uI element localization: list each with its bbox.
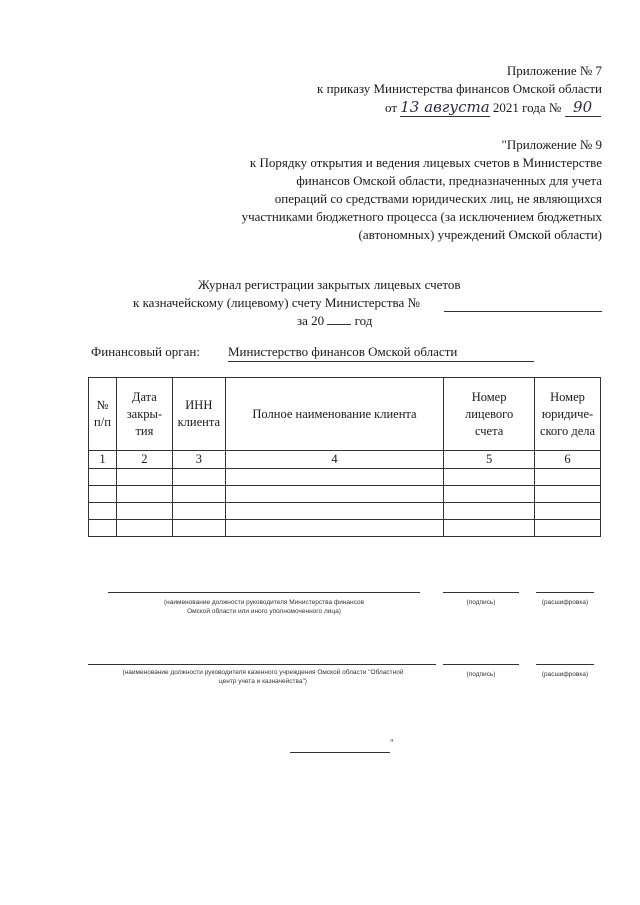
appendix-9-line-5: (автономных) учреждений Омской области)	[358, 227, 602, 242]
signature-2-decoding-caption: (расшифровка)	[541, 671, 589, 678]
year-prefix: за 20	[297, 313, 325, 328]
fin-organ-value: Министерство финансов Омской области	[228, 343, 534, 362]
appendix-9-line-4: участниками бюджетного процесса (за исключением бюджетных	[241, 209, 602, 224]
signature-1-decoding-line	[536, 592, 594, 593]
header-case-number: Номер юридиче- ского дела	[535, 378, 601, 451]
table-row	[89, 486, 601, 503]
signature-1-caption-line-2: Омской области или иного уполномоченного лица)	[187, 608, 341, 615]
journal-year-line	[297, 312, 372, 330]
year-field	[327, 312, 351, 325]
signature-1-position-caption	[108, 598, 420, 616]
header-number: № п/п	[89, 378, 117, 451]
closing-quote-mark: "	[390, 738, 394, 748]
account-number-field	[444, 297, 602, 312]
col-number-6: 6	[535, 451, 601, 469]
handwritten-number: 90	[565, 98, 601, 117]
col-number-4: 4	[225, 451, 443, 469]
appendix-9-line-2: финансов Омской области, предназначенных для учета	[296, 173, 602, 188]
col-number-3: 3	[172, 451, 225, 469]
appendix-9-line-3: операций со средствами юридических лиц, не являющихся	[274, 191, 602, 206]
journal-title-line-1: Журнал регистрации закрытых лицевых счетов	[198, 277, 461, 292]
table-header-row	[89, 378, 601, 451]
signature-2-decoding-line	[536, 664, 594, 665]
col-number-5: 5	[444, 451, 535, 469]
table-row	[89, 520, 601, 537]
appendix-7-order-line: к приказу Министерства финансов Омской области	[317, 81, 602, 96]
signature-2-position-line	[88, 664, 436, 665]
fin-organ-label: Финансовый орган:	[91, 344, 200, 359]
appendix-9-line-1: к Порядку открытия и ведения лицевых счетов в Министерстве	[249, 155, 602, 170]
table-row	[89, 469, 601, 486]
journal-title-line-2	[133, 294, 420, 312]
appendix-7-date-line	[385, 98, 601, 117]
signature-2-sign-line	[443, 664, 519, 665]
handwritten-date: 13 августа	[400, 98, 490, 116]
table-numbering-row	[89, 451, 601, 469]
signature-1-sign-caption: (подпись)	[466, 599, 496, 606]
year-text: 2021 года №	[492, 100, 562, 115]
year-suffix: год	[354, 313, 373, 328]
signature-2-position-caption	[86, 668, 440, 686]
header-client-name: Полное наименование клиента	[225, 378, 443, 451]
signature-2-sign-caption: (подпись)	[466, 671, 496, 678]
header-close-date: Дата закры- тия	[116, 378, 172, 451]
appendix-9-title: "Приложение № 9	[501, 137, 602, 152]
registry-table	[88, 377, 601, 537]
date-prefix: от	[385, 100, 398, 115]
signature-1-decoding-caption: (расшифровка)	[541, 599, 589, 606]
col-number-2: 2	[116, 451, 172, 469]
signature-1-sign-line	[443, 592, 519, 593]
journal-account-label: к казначейскому (лицевому) счету Министерства №	[133, 295, 420, 310]
table-row	[89, 503, 601, 520]
signature-1-caption-line-1: (наименование должности руководителя Министерства финансов	[163, 599, 365, 606]
appendix-7-title: Приложение № 7	[506, 63, 602, 78]
closing-line	[290, 752, 390, 753]
header-account-number: Номер лицевого счета	[444, 378, 535, 451]
signature-2-caption-line-1: (наименование должности руководителя казенного учреждения Омской области "Областной	[122, 669, 404, 676]
signature-2-caption-line-2: центр учета и казначейства")	[219, 678, 307, 685]
signature-1-position-line	[108, 592, 420, 593]
header-inn: ИНН клиента	[172, 378, 225, 451]
col-number-1: 1	[89, 451, 117, 469]
